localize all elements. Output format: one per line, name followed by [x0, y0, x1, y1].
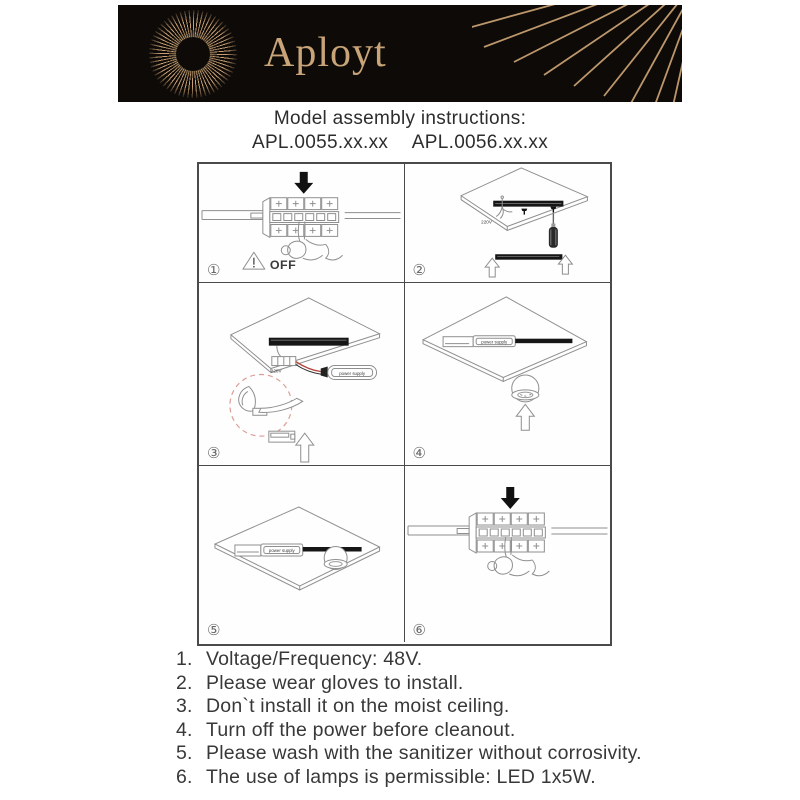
- off-label: OFF: [269, 258, 297, 273]
- assembled-fixture-diagram: [199, 466, 404, 642]
- item-number: 3.: [176, 695, 193, 718]
- page-title: Model assembly instructions:: [273, 108, 527, 129]
- panel-number-6: ⑥: [412, 621, 426, 639]
- power-supply-label: power supply: [268, 547, 295, 554]
- item-text: Please wear gloves to install.: [206, 671, 464, 694]
- terminal-block: [469, 513, 545, 553]
- ceiling-panel: [461, 168, 587, 230]
- terminal-connector: [272, 357, 296, 366]
- corner-rays-decoration-icon: [472, 5, 682, 102]
- panel-5-assembled: [199, 466, 405, 642]
- up-arrow-icon: [516, 404, 534, 430]
- screwdriver-icon: [548, 214, 557, 248]
- terminal-block: [263, 198, 339, 238]
- voltage-label: 220V: [480, 219, 492, 225]
- press-down-arrow-icon: [294, 172, 313, 194]
- sunburst-logo-icon: [149, 10, 237, 98]
- list-item: [0, 672, 800, 696]
- track-mounting-diagram: [405, 164, 611, 282]
- item-text: The use of lamps is permissible: LED 1x5W.: [206, 765, 596, 788]
- item-number: 5.: [176, 742, 193, 765]
- panel-number-3: ③: [207, 444, 221, 462]
- panel-4-attach-lamp: [405, 283, 611, 466]
- warning-triangle-icon: [243, 252, 265, 269]
- item-number: 2.: [176, 671, 193, 694]
- item-text: Please wash with the sanitizer without corrosivity.: [206, 742, 642, 765]
- mount-clip-detail: [239, 386, 303, 415]
- model-code-2: APL.0056.xx.xx: [411, 132, 549, 153]
- power-supply-unit: [235, 544, 303, 556]
- power-supply-label: power supply: [480, 339, 507, 345]
- breaker-on-diagram: [405, 466, 611, 642]
- brand-name: Aployt: [264, 30, 387, 76]
- list-item: [0, 648, 800, 672]
- track-bar: [269, 338, 349, 346]
- brand-banner: [118, 5, 682, 102]
- panel-number-4: ④: [412, 444, 426, 462]
- panel-number-2: ②: [412, 261, 426, 279]
- item-text: Don`t install it on the moist ceiling.: [206, 695, 510, 718]
- press-down-arrow-icon: [500, 487, 519, 509]
- dome-lamp: [511, 375, 538, 402]
- item-number: 4.: [176, 718, 193, 741]
- list-item: [0, 742, 800, 766]
- instruction-list: [0, 648, 800, 790]
- breaker-off-diagram: [199, 164, 404, 282]
- panel-1-power-off: [199, 164, 405, 283]
- connector-box: [269, 431, 295, 442]
- power-connection-diagram: [199, 283, 404, 465]
- panel-number-1: ①: [207, 261, 221, 279]
- item-text: Turn off the power before cleanout.: [206, 718, 516, 741]
- item-number: 1.: [176, 648, 193, 670]
- power-supply-unit: [321, 366, 377, 380]
- panel-2-mount-track: [405, 164, 611, 283]
- panel-3-connect-power: [199, 283, 405, 466]
- model-codes: [0, 131, 800, 155]
- list-item: [0, 766, 800, 790]
- voltage-label: 220V: [270, 368, 282, 374]
- up-arrow-icon: [296, 433, 314, 462]
- item-text: Voltage/Frequency: 48V.: [206, 648, 423, 670]
- item-number: 6.: [176, 765, 193, 788]
- lamp-attachment-diagram: [405, 283, 611, 465]
- model-code-1: APL.0055.xx.xx: [251, 132, 389, 153]
- dark-wire: [296, 365, 323, 375]
- track-bar: [515, 339, 572, 343]
- diagram-grid: [197, 162, 612, 646]
- title-block: [0, 107, 800, 155]
- list-item: [0, 719, 800, 743]
- drop-wire: [277, 346, 281, 357]
- list-item: [0, 695, 800, 719]
- mains-wire: [496, 196, 512, 219]
- panel-number-5: ⑤: [207, 621, 221, 639]
- panel-6-power-on: [405, 466, 611, 642]
- power-supply-label: power supply: [339, 370, 366, 376]
- power-supply-unit: [443, 336, 515, 347]
- dome-lamp: [324, 547, 347, 570]
- ceiling-panel: [231, 298, 380, 373]
